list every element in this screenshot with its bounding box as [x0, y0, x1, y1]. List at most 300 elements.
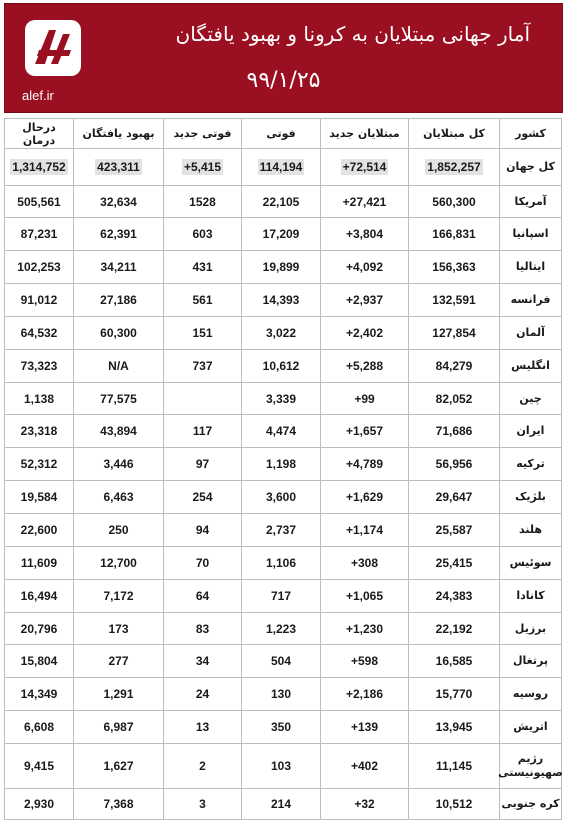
cell-new-deaths-value: 94: [195, 523, 210, 537]
cell-deaths: [242, 514, 321, 547]
cell-new-deaths: [164, 711, 242, 744]
cell-country-value: بلژیک: [515, 490, 546, 503]
table-row: [5, 613, 562, 645]
cell-deaths-value: 717: [270, 589, 292, 603]
cell-country: [500, 789, 562, 820]
cell-total-cases-value: 82,052: [435, 391, 473, 406]
logo-text: alef.ir: [22, 88, 54, 103]
cell-total-cases-value: 22,192: [435, 621, 473, 636]
cell-new-cases-value: +4,789: [345, 457, 384, 471]
cell-new-deaths: [164, 744, 242, 789]
cell-new-cases: [321, 186, 409, 218]
cell-total-cases-value: 127,854: [432, 326, 476, 340]
column-header-new-cases: مبتلایان جدید: [321, 119, 409, 149]
cell-new-cases-value: +308: [350, 556, 379, 570]
cell-active: [5, 251, 74, 284]
cell-total-cases: [409, 284, 500, 317]
table-row: [5, 317, 562, 350]
cell-active: [5, 415, 74, 448]
cell-country-value: سوئیس: [509, 556, 552, 569]
cell-new-deaths-value: 117: [192, 424, 213, 438]
cell-total-cases-value: 1,852,257: [427, 160, 481, 174]
cell-country-value: اتریش: [513, 720, 548, 733]
cell-country-value: کل جهان: [506, 160, 555, 173]
cell-recovered-value: N/A: [108, 359, 129, 373]
cell-recovered-value: 12,700: [100, 556, 137, 570]
cell-country: [500, 186, 562, 218]
cell-new-deaths-value: 13: [195, 720, 210, 734]
cell-country: [500, 744, 562, 789]
cell-new-cases: [321, 678, 409, 711]
cell-new-deaths: [164, 383, 242, 415]
cell-active-value: 1,314,752: [12, 160, 66, 174]
cell-deaths: [242, 415, 321, 448]
cell-new-deaths: [164, 580, 242, 613]
cell-new-cases-value: +402: [350, 759, 379, 773]
cell-new-cases: [321, 547, 409, 580]
cell-country-value: کره جنوبی: [501, 797, 560, 810]
cell-deaths: [242, 317, 321, 350]
cell-deaths: [242, 547, 321, 580]
cell-country: [500, 149, 562, 186]
cell-new-deaths-value: 2: [199, 759, 206, 773]
cell-recovered: [74, 448, 164, 481]
column-header-active: درحال درمان: [5, 119, 74, 149]
cell-recovered-value: 7,368: [103, 797, 134, 811]
cell-new-deaths-value: 3: [199, 797, 206, 811]
cell-country: [500, 547, 562, 580]
cell-country: [500, 481, 562, 514]
cell-active-value: 15,804: [20, 654, 58, 668]
cell-recovered-value: 62,391: [100, 227, 137, 241]
cell-country-value: آمریکا: [514, 194, 547, 208]
column-header-country: کشور: [500, 119, 562, 149]
cell-new-cases: [321, 415, 409, 448]
cell-active: [5, 149, 74, 186]
cell-new-cases-value: +5,288: [345, 359, 384, 373]
cell-recovered-value: 27,186: [100, 293, 137, 307]
cell-deaths-value: 3,339: [265, 391, 297, 406]
cell-new-deaths: [164, 350, 242, 383]
column-header-recovered: بهبود یافتگان: [74, 119, 164, 149]
header-banner: [4, 3, 563, 113]
cell-total-cases-value: 13,945: [435, 720, 473, 734]
cell-new-deaths: [164, 514, 242, 547]
table-row: [5, 711, 562, 744]
cell-recovered: [74, 481, 164, 514]
cell-total-cases: [409, 251, 500, 284]
cell-new-cases: [321, 448, 409, 481]
cell-deaths-value: 17,209: [262, 227, 300, 241]
cell-new-cases-value: +4,092: [345, 260, 384, 274]
cell-active-value: 22,600: [20, 523, 58, 537]
cell-total-cases: [409, 547, 500, 580]
cell-new-cases: [321, 613, 409, 645]
cell-country-value: پرتغال: [513, 654, 548, 667]
cell-recovered-value: 1,627: [103, 759, 134, 773]
cell-total-cases: [409, 789, 500, 820]
table-row: [5, 149, 562, 186]
table-row: [5, 383, 562, 415]
cell-new-deaths-value: 34: [195, 654, 210, 668]
cell-recovered: [74, 547, 164, 580]
cell-active: [5, 383, 74, 415]
cell-new-cases: [321, 149, 409, 186]
cell-active: [5, 744, 74, 789]
cell-total-cases: [409, 514, 500, 547]
cell-recovered: [74, 317, 164, 350]
cell-active: [5, 350, 74, 383]
cell-new-deaths-value: 431: [192, 260, 213, 274]
cell-new-cases: [321, 284, 409, 317]
cell-recovered: [74, 711, 164, 744]
cell-deaths: [242, 218, 321, 251]
cell-new-cases-value: +1,174: [345, 523, 384, 537]
cell-deaths-value: 130: [270, 687, 292, 701]
cell-recovered-value: 32,634: [100, 194, 137, 209]
cell-active: [5, 789, 74, 820]
cell-deaths: [242, 284, 321, 317]
cell-deaths-value: 3,600: [265, 490, 297, 504]
cell-active-value: 73,323: [20, 359, 58, 373]
cell-new-deaths: [164, 415, 242, 448]
table-row: [5, 580, 562, 613]
cell-deaths: [242, 645, 321, 678]
cell-active: [5, 284, 74, 317]
cell-recovered: [74, 613, 164, 645]
cell-active: [5, 448, 74, 481]
cell-deaths-value: 22,105: [262, 194, 300, 209]
cell-recovered-value: 60,300: [100, 326, 137, 340]
cell-recovered: [74, 678, 164, 711]
cell-recovered-value: 3,446: [103, 457, 134, 471]
cell-new-deaths: [164, 317, 242, 350]
cell-country: [500, 613, 562, 645]
cell-active-value: 2,930: [23, 797, 55, 811]
cell-recovered-value: 250: [108, 523, 129, 537]
cell-total-cases-value: 10,512: [435, 797, 473, 811]
cell-new-deaths-value: 254: [192, 490, 213, 504]
cell-active-value: 87,231: [20, 227, 58, 241]
cell-new-deaths: [164, 613, 242, 645]
cell-new-cases-value: +2,186: [345, 687, 384, 701]
cell-deaths-value: 1,198: [265, 457, 297, 471]
cell-recovered: [74, 645, 164, 678]
table-row: [5, 186, 562, 218]
table-row: [5, 350, 562, 383]
cell-new-cases: [321, 789, 409, 820]
cell-new-cases: [321, 383, 409, 415]
cell-new-deaths: [164, 284, 242, 317]
cell-country: [500, 284, 562, 317]
cell-active-value: 11,609: [20, 556, 58, 570]
cell-recovered: [74, 580, 164, 613]
cell-total-cases: [409, 481, 500, 514]
cell-new-cases-value: +1,629: [345, 490, 384, 504]
cell-deaths: [242, 186, 321, 218]
cell-total-cases-value: 11,145: [435, 759, 473, 773]
cell-active: [5, 481, 74, 514]
cell-new-cases-value: +27,421: [342, 194, 387, 209]
cell-deaths: [242, 613, 321, 645]
cell-country-value: ترکیه: [516, 457, 545, 470]
table-row: [5, 284, 562, 317]
cell-recovered-value: 1,291: [103, 687, 134, 701]
cell-recovered: [74, 514, 164, 547]
table-row: [5, 251, 562, 284]
cell-deaths-value: 214: [270, 797, 292, 811]
cell-country: [500, 711, 562, 744]
cell-total-cases: [409, 317, 500, 350]
table-row: [5, 448, 562, 481]
cell-active-value: 19,584: [20, 490, 58, 504]
cell-total-cases-value: 156,363: [432, 260, 476, 274]
table-row: [5, 218, 562, 251]
cell-new-cases: [321, 711, 409, 744]
cell-total-cases-value: 166,831: [432, 227, 476, 241]
cell-new-deaths-value: 64: [195, 589, 210, 603]
cell-new-cases-value: +3,804: [345, 227, 384, 241]
cell-new-cases-value: +598: [350, 654, 379, 668]
cell-new-deaths: [164, 678, 242, 711]
cell-country: [500, 514, 562, 547]
cell-new-deaths-value: 1528: [189, 194, 216, 209]
cell-deaths-value: 3,022: [265, 326, 297, 340]
cell-new-cases-value: +32: [354, 797, 375, 811]
cell-total-cases: [409, 415, 500, 448]
cell-total-cases: [409, 613, 500, 645]
cell-new-deaths-value: 24: [195, 687, 210, 701]
cell-total-cases: [409, 678, 500, 711]
cell-new-deaths: [164, 218, 242, 251]
cell-new-cases-value: +2,402: [345, 326, 384, 340]
column-header-total-cases: کل مبتلایان: [409, 119, 500, 149]
cell-recovered: [74, 789, 164, 820]
cell-new-deaths: [164, 186, 242, 218]
cell-country-value: روسیه: [512, 687, 549, 700]
cell-total-cases: [409, 645, 500, 678]
cell-deaths: [242, 711, 321, 744]
cell-new-deaths: [164, 448, 242, 481]
cell-new-deaths-value: 97: [195, 457, 210, 471]
cell-total-cases-value: 29,647: [435, 490, 473, 504]
cell-country-value: کانادا: [516, 589, 545, 602]
cell-new-deaths-value: 737: [192, 359, 213, 373]
cell-recovered: [74, 415, 164, 448]
stats-table: [4, 118, 562, 820]
cell-active-value: 14,349: [20, 687, 58, 701]
cell-deaths: [242, 481, 321, 514]
cell-recovered: [74, 251, 164, 284]
cell-country: [500, 251, 562, 284]
cell-total-cases-value: 25,587: [435, 523, 473, 537]
cell-new-cases-value: +139: [350, 720, 379, 734]
cell-total-cases-value: 71,686: [435, 424, 473, 438]
cell-new-cases: [321, 645, 409, 678]
cell-deaths-value: 19,899: [262, 260, 300, 274]
cell-new-cases-value: +1,065: [345, 589, 384, 603]
cell-new-deaths: [164, 251, 242, 284]
cell-country-value: فرانسه: [510, 293, 551, 306]
cell-country-value: آلمان: [516, 326, 545, 339]
cell-new-deaths: [164, 645, 242, 678]
cell-new-cases-value: +72,514: [342, 160, 387, 174]
cell-deaths: [242, 789, 321, 820]
cell-recovered-value: 6,463: [103, 490, 134, 504]
cell-active-value: 505,561: [17, 194, 61, 209]
table-row: [5, 789, 562, 820]
cell-deaths-value: 103: [270, 759, 292, 773]
cell-total-cases: [409, 218, 500, 251]
column-header-deaths: فوتی: [242, 119, 321, 149]
cell-new-deaths-value: 603: [192, 227, 213, 241]
cell-deaths-value: 350: [270, 720, 292, 734]
cell-deaths: [242, 350, 321, 383]
cell-deaths-value: 14,393: [262, 293, 300, 307]
cell-new-cases-value: +2,937: [345, 293, 384, 307]
cell-active-value: 64,532: [20, 326, 58, 340]
cell-active: [5, 711, 74, 744]
cell-country-value: ایران: [516, 424, 545, 437]
cell-new-deaths: [164, 149, 242, 186]
cell-total-cases-value: 84,279: [435, 359, 473, 373]
cell-country: [500, 350, 562, 383]
cell-recovered-value: 173: [108, 621, 129, 636]
cell-active: [5, 317, 74, 350]
cell-recovered: [74, 186, 164, 218]
cell-new-deaths-value: +5,415: [183, 160, 222, 174]
cell-active-value: 1,138: [23, 391, 55, 406]
cell-active-value: 102,253: [17, 260, 61, 274]
cell-deaths: [242, 678, 321, 711]
cell-country: [500, 383, 562, 415]
cell-new-cases: [321, 350, 409, 383]
table-row: [5, 744, 562, 789]
cell-deaths-value: 1,106: [265, 556, 297, 570]
cell-new-cases: [321, 251, 409, 284]
cell-country: [500, 580, 562, 613]
cell-deaths-value: 504: [270, 654, 292, 668]
cell-deaths-value: 10,612: [262, 359, 300, 373]
cell-new-deaths-value: 561: [192, 293, 213, 307]
cell-total-cases: [409, 186, 500, 218]
cell-recovered-value: 34,211: [100, 260, 137, 274]
cell-new-cases-value: +1,230: [345, 621, 384, 636]
cell-country-value: ایتالیا: [515, 260, 546, 273]
table-row: [5, 514, 562, 547]
cell-recovered-value: 7,172: [103, 589, 134, 603]
cell-active: [5, 645, 74, 678]
cell-deaths: [242, 149, 321, 186]
cell-new-cases: [321, 514, 409, 547]
cell-new-deaths: [164, 789, 242, 820]
table-header-row: [5, 119, 562, 149]
cell-recovered: [74, 284, 164, 317]
cell-total-cases-value: 560,300: [432, 194, 476, 209]
cell-country-value: رژیم صهیونیستی: [498, 752, 563, 779]
cell-total-cases: [409, 149, 500, 186]
cell-deaths: [242, 580, 321, 613]
cell-total-cases-value: 24,383: [435, 589, 473, 603]
cell-new-deaths-value: 83: [195, 621, 210, 636]
cell-deaths-value: 4,474: [265, 424, 297, 438]
cell-total-cases: [409, 711, 500, 744]
page-title: آمار جهانی مبتلایان به کرونا و بهبود یافتگان: [175, 22, 530, 46]
cell-active: [5, 547, 74, 580]
table-row: [5, 645, 562, 678]
cell-deaths-value: 2,737: [265, 523, 297, 537]
cell-recovered: [74, 350, 164, 383]
cell-active-value: 9,415: [23, 759, 55, 773]
cell-new-cases-value: +99: [354, 391, 375, 406]
cell-country: [500, 415, 562, 448]
cell-country-value: برزیل: [514, 621, 547, 635]
cell-recovered-value: 77,575: [100, 391, 137, 406]
cell-active: [5, 186, 74, 218]
cell-total-cases: [409, 448, 500, 481]
cell-total-cases-value: 15,770: [435, 687, 473, 701]
cell-new-deaths-value: 151: [192, 326, 213, 340]
cell-deaths-value: 114,194: [259, 160, 303, 174]
cell-recovered-value: 423,311: [97, 160, 140, 174]
cell-deaths: [242, 383, 321, 415]
cell-recovered-value: 6,987: [103, 720, 134, 734]
cell-new-cases: [321, 317, 409, 350]
cell-active: [5, 580, 74, 613]
cell-recovered: [74, 218, 164, 251]
cell-active: [5, 218, 74, 251]
cell-recovered: [74, 149, 164, 186]
cell-recovered: [74, 744, 164, 789]
cell-country: [500, 678, 562, 711]
cell-new-cases: [321, 218, 409, 251]
table-row: [5, 678, 562, 711]
cell-country-value: اسپانیا: [512, 227, 549, 240]
table-row: [5, 481, 562, 514]
cell-active-value: 23,318: [20, 424, 58, 438]
cell-new-cases-value: +1,657: [345, 424, 384, 438]
cell-active: [5, 613, 74, 645]
cell-new-deaths: [164, 481, 242, 514]
cell-total-cases-value: 56,956: [435, 457, 473, 471]
cell-country: [500, 645, 562, 678]
cell-country: [500, 317, 562, 350]
cell-total-cases: [409, 580, 500, 613]
cell-deaths: [242, 448, 321, 481]
cell-deaths: [242, 251, 321, 284]
cell-deaths: [242, 744, 321, 789]
cell-total-cases-value: 132,591: [432, 293, 476, 307]
cell-active-value: 16,494: [20, 589, 58, 603]
cell-active-value: 52,312: [20, 457, 58, 471]
table-row: [5, 415, 562, 448]
cell-country: [500, 448, 562, 481]
cell-country-value: انگلیس: [511, 359, 550, 372]
cell-new-cases: [321, 580, 409, 613]
table-row: [5, 547, 562, 580]
cell-active: [5, 678, 74, 711]
cell-active-value: 91,012: [20, 293, 58, 307]
cell-total-cases: [409, 383, 500, 415]
cell-new-deaths-value: 70: [195, 556, 210, 570]
cell-active-value: 6,608: [23, 720, 55, 734]
cell-country-value: هلند: [519, 523, 542, 536]
cell-active: [5, 514, 74, 547]
cell-new-cases: [321, 744, 409, 789]
cell-new-cases: [321, 481, 409, 514]
cell-total-cases: [409, 350, 500, 383]
cell-recovered-value: 277: [108, 654, 129, 668]
